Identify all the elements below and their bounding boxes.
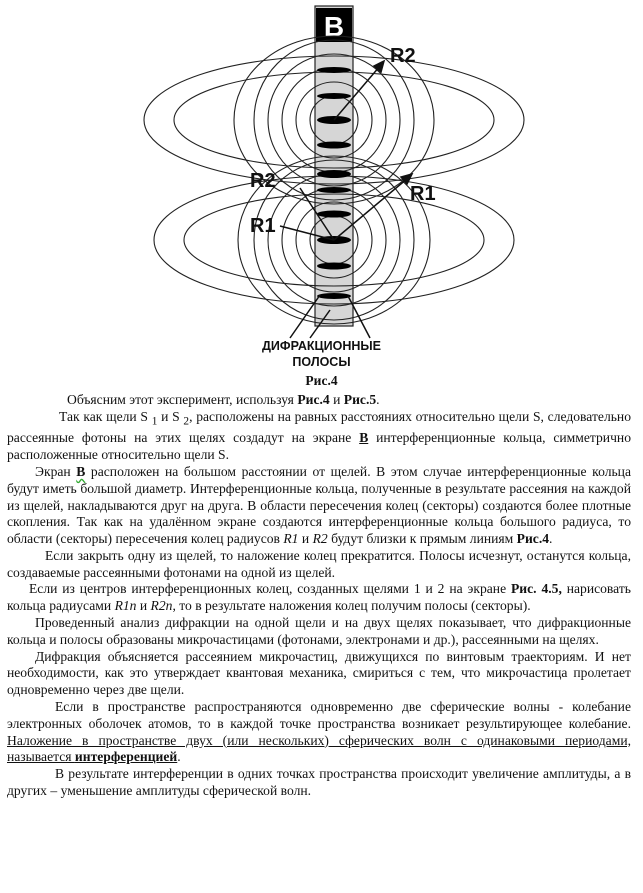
diffraction-diagram [0, 0, 643, 340]
paragraph-3: Экран B расположен на большом расстоянии от щелей. В этом случае интерференционные кольца будут иметь большой диаметр. Интерференционные кольца, полученные в результате рассеяния на каждой из щелей, накладываются друг на друга. В области пересечения колец (секторы) создаются более плотные скопления. Так как на удалённом экране создаются интерференционные кольца большого радиуса, то области (секторы) пересечения колец радиусов R1 и R2 будут близки к прямым линиям Рис.4. [7, 463, 631, 547]
paragraph-1: Объясним этот эксперимент, используя Рис.4 и Рис.5. [67, 392, 380, 407]
caption-line1: ДИФРАКЦИОННЫЕ [262, 339, 381, 353]
screen-label: B [323, 11, 345, 42]
paragraph-5: Если из центров интерференционных колец, созданных щелями 1 и 2 на экране Рис. 4.5, нарисовать кольца радиусами R1n и R2n, то в результате наложения колец получим полосы (секторы). [7, 581, 631, 614]
diffraction-figure [0, 0, 643, 395]
paragraph-7: Дифракция объясняется рассеянием микрочастиц, движущихся по винтовым траекториям. И нет необходимости, как это утверждает квантовая механика, смириться с тем, что микрочастица пролетает одновременно через две щели. [7, 648, 631, 698]
label-r1-left: R1 [250, 215, 276, 237]
caption-line2: ПОЛОСЫ [292, 355, 351, 369]
paragraph-4: Если закрыть одну из щелей, то наложение колец прекратится. Полосы исчезнут, останутся кольца, создаваемые рассеянными фотонами на одной из щелей. [7, 547, 631, 580]
label-r2-top: R2 [390, 45, 416, 67]
paragraph-2: Так как щели S $_1$ и S $_2$, расположены на равных расстояниях относительно щели S, следовательно рассеянные фотоны на этих щелях создадут на экране B интерференционные кольца, симметрично расположенные относительно щели S. [7, 408, 631, 463]
figure-number: Рис.4 [305, 373, 338, 388]
body-text [7, 392, 631, 800]
paragraph-8: Если в пространстве распространяются одновременно две сферические волны - колебание электронных оболочек атомов, то в каждой точке пространства возникает результирующее колебание. Наложение в пространстве двух (или нескольких) сферических волн с одинаковыми периодами, называется интерференцией. [7, 699, 631, 765]
figure-caption [0, 338, 643, 370]
paragraph-9: В результате интерференции в одних точках пространства происходит увеличение амплитуды, а в других – уменьшение амплитуды сферической волн. [7, 766, 631, 799]
paragraph-6: Проведенный анализ дифракции на одной щели и на двух щелях показывает, что дифракционные кольца и полосы образованы микрочастицами (фотонами, электронами и др.), рассеянными на щелях. [7, 615, 631, 647]
label-r2-mid: R2 [250, 170, 276, 192]
label-r1-right: R1 [410, 183, 436, 205]
